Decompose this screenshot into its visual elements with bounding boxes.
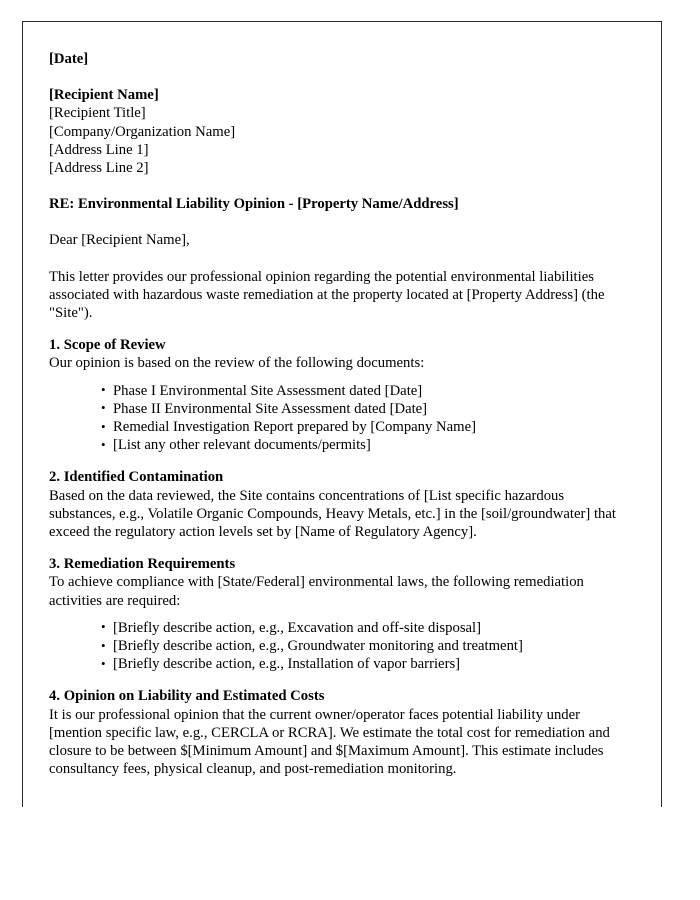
section-heading-3: 3. Remediation Requirements: [49, 556, 236, 573]
section-body-2: Based on the data reviewed, the Site contains concentrations of [List specific hazardous substances, e.g., Volatile Organic Compounds, Heavy Metals, etc.] in the [soil/groundwater] that exceed the regulatory action levels set by [Name of Regulatory Agency].: [49, 487, 616, 541]
spacer: [49, 322, 634, 336]
spacer: [49, 177, 634, 195]
spacer: [49, 68, 634, 86]
spacer: [49, 610, 634, 619]
recipient-title: [Recipient Title]: [49, 105, 146, 122]
subject-line: RE: Environmental Liability Opinion - [Property Name/Address]: [49, 196, 459, 213]
intro-paragraph: This letter provides our professional opinion regarding the potential environmental liabilities associated with hazardous waste remediation at the property located at [Property Address] (the "Site").: [49, 268, 605, 322]
section-bullets-1: [49, 382, 634, 455]
date-placeholder: [Date]: [49, 51, 89, 67]
spacer: [49, 213, 634, 231]
document-body: [23, 22, 661, 779]
section-heading-2: 2. Identified Contamination: [49, 469, 224, 486]
recipient-address-line-2: [Address Line 2]: [49, 160, 149, 177]
document-page: [22, 21, 662, 807]
spacer: [49, 541, 634, 555]
spacer: [49, 250, 634, 268]
recipient-address-line-1: [Address Line 1]: [49, 141, 149, 158]
recipient-address-block: [49, 86, 634, 177]
list-item: • [Briefly describe action, e.g., Excavation and off-site disposal]: [101, 619, 634, 637]
section-body-3: To achieve compliance with [State/Federal] environmental laws, the following remediation activities are required:: [49, 574, 584, 609]
list-item: • Phase II Environmental Site Assessment dated [Date]: [101, 400, 634, 418]
section-bullets-3: [49, 619, 634, 674]
salutation: Dear [Recipient Name],: [49, 232, 190, 249]
section-heading-1: 1. Scope of Review: [49, 337, 166, 354]
spacer: [49, 454, 634, 468]
list-item: • [List any other relevant documents/permits]: [101, 436, 634, 454]
section-body-4: It is our professional opinion that the current owner/operator faces potential liability under [mention specific law, e.g., CERCLA or RCRA]. We estimate the total cost for remediation and closure to be between $[Minimum Amount] and $[Maximum Amount]. This estimate includes consultancy fees, physical cleanup, and post-remediation monitoring.: [49, 706, 610, 778]
recipient-name: [Recipient Name]: [49, 87, 159, 104]
recipient-organization: [Company/Organization Name]: [49, 123, 236, 140]
section-body-1: Our opinion is based on the review of the following documents:: [49, 355, 425, 372]
list-item: • [Briefly describe action, e.g., Installation of vapor barriers]: [101, 655, 634, 673]
list-item: • [Briefly describe action, e.g., Groundwater monitoring and treatment]: [101, 637, 634, 655]
list-item: • Remedial Investigation Report prepared by [Company Name]: [101, 418, 634, 436]
spacer: [49, 673, 634, 687]
spacer: [49, 373, 634, 382]
list-item: • Phase I Environmental Site Assessment dated [Date]: [101, 382, 634, 400]
section-heading-4: 4. Opinion on Liability and Estimated Costs: [49, 688, 325, 705]
